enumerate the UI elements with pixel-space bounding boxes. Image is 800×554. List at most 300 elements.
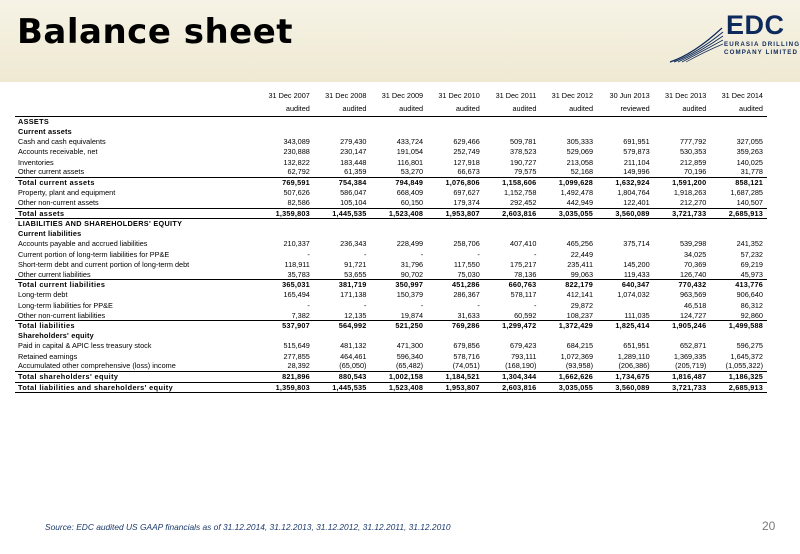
table-cell: 70,369 xyxy=(684,259,707,269)
table-cell xyxy=(710,331,767,341)
table-cell: 212,270 xyxy=(679,198,707,208)
table-cell: - xyxy=(364,249,367,259)
table-cell: 530,353 xyxy=(679,147,707,157)
row-label: LIABILITIES AND SHAREHOLDERS' EQUITY xyxy=(15,219,257,229)
table-cell xyxy=(427,117,484,127)
table-cell: 1,523,408 xyxy=(370,382,427,393)
table-cell: 212,859 xyxy=(679,157,707,167)
table-cell: - xyxy=(307,300,310,310)
table-row xyxy=(15,290,767,300)
table-cell: 66,673 xyxy=(457,167,480,177)
table-cell: 211,104 xyxy=(623,157,650,167)
table-cell: 451,286 xyxy=(427,280,484,290)
row-label: Shareholders' equity xyxy=(18,331,94,341)
table-cell: 1,523,408 xyxy=(370,208,427,219)
page-number: 20 xyxy=(762,519,776,533)
table-cell: 7,382 xyxy=(291,310,310,320)
logo-subtitle-line1: EURASIA DRILLING xyxy=(724,41,800,48)
table-cell: 150,379 xyxy=(396,290,424,300)
row-label: Other non-current liabilities xyxy=(18,310,106,320)
table-cell: 82,586 xyxy=(287,198,310,208)
table-cell: 53,655 xyxy=(344,269,367,279)
table-cell: 31,633 xyxy=(457,310,480,320)
table-cell xyxy=(597,117,654,127)
table-cell: (168,190) xyxy=(505,361,537,371)
subsection-header-row xyxy=(15,127,767,137)
table-cell: 668,409 xyxy=(396,188,424,198)
table-cell: 1,359,803 xyxy=(257,382,314,393)
table-cell: 596,275 xyxy=(736,341,763,351)
table-cell: 2,685,913 xyxy=(710,208,767,219)
table-cell: 521,250 xyxy=(370,321,427,331)
table-cell: 305,333 xyxy=(566,137,594,147)
header-corner xyxy=(15,91,257,103)
table-cell xyxy=(484,127,541,137)
table-cell: 79,575 xyxy=(514,167,537,177)
table-cell: 111,035 xyxy=(624,310,650,320)
row-label: Total assets xyxy=(15,208,257,219)
table-cell: (205,719) xyxy=(675,361,707,371)
column-period-header: 30 Jun 2013 xyxy=(609,91,650,100)
table-cell: 596,340 xyxy=(396,351,424,361)
table-cell: 1,734,675 xyxy=(597,372,654,383)
row-label: Other current assets xyxy=(18,167,85,177)
table-cell: 679,856 xyxy=(453,341,480,351)
table-cell: 375,714 xyxy=(623,239,650,249)
row-label: Paid in capital & APIC less treasury stock xyxy=(18,341,152,351)
table-cell: 679,423 xyxy=(510,341,537,351)
table-cell: 46,518 xyxy=(684,300,707,310)
table-cell: 1,299,472 xyxy=(484,321,541,331)
table-cell: 124,727 xyxy=(679,310,707,320)
table-cell: 651,951 xyxy=(623,341,650,351)
table-cell: 579,873 xyxy=(623,147,650,157)
table-cell: (93,958) xyxy=(565,361,594,371)
table-cell: 1,445,535 xyxy=(314,382,371,393)
table-cell: 22,449 xyxy=(570,249,594,259)
table-cell xyxy=(484,117,541,127)
total-row xyxy=(15,208,767,219)
table-cell: 1,918,263 xyxy=(673,188,707,198)
table-cell: 230,147 xyxy=(340,147,367,157)
column-status-header: audited xyxy=(427,103,484,117)
table-cell: 465,256 xyxy=(566,239,594,249)
table-cell: 822,179 xyxy=(540,280,597,290)
table-cell xyxy=(257,219,314,229)
table-row xyxy=(15,361,767,371)
table-cell: (1,055,322) xyxy=(725,361,763,371)
table-cell: 1,953,807 xyxy=(427,382,484,393)
row-label: Total liabilities xyxy=(15,321,257,331)
table-row xyxy=(15,147,767,157)
total-row xyxy=(15,372,767,383)
row-label: Retained earnings xyxy=(18,351,78,361)
table-cell: 529,069 xyxy=(566,147,594,157)
table-row xyxy=(15,300,767,310)
row-label: Total liabilities and shareholders' equity xyxy=(15,382,257,393)
table-cell: 1,369,335 xyxy=(673,351,707,361)
table-row xyxy=(15,270,767,280)
table-cell: 52,168 xyxy=(570,167,594,177)
table-row xyxy=(15,310,767,320)
table-cell: 117,550 xyxy=(453,259,480,269)
table-cell: 75,030 xyxy=(457,269,480,279)
column-period-header: 31 Dec 2013 xyxy=(664,91,707,100)
column-status-header: audited xyxy=(314,103,371,117)
table-cell xyxy=(370,127,427,137)
edc-logo-mark-icon xyxy=(668,24,724,64)
table-row xyxy=(15,260,767,270)
balance-sheet-table-wrapper xyxy=(15,91,767,393)
table-cell xyxy=(314,219,371,229)
table-cell: 69,219 xyxy=(740,259,763,269)
table-cell: 412,141 xyxy=(566,290,594,300)
section-header-row xyxy=(15,117,767,127)
table-cell: - xyxy=(477,249,480,259)
table-cell xyxy=(654,229,711,239)
table-cell: 78,136 xyxy=(514,269,537,279)
table-cell xyxy=(370,229,427,239)
table-cell: (206,386) xyxy=(618,361,650,371)
column-period-header: 31 Dec 2009 xyxy=(381,91,424,100)
table-cell xyxy=(370,117,427,127)
table-cell xyxy=(540,117,597,127)
row-label: Long-term debt xyxy=(18,290,68,300)
table-row xyxy=(15,249,767,259)
table-cell: 381,719 xyxy=(314,280,371,290)
table-cell: 906,640 xyxy=(736,290,763,300)
table-cell: 175,217 xyxy=(510,259,537,269)
table-cell: 127,918 xyxy=(453,157,480,167)
table-cell: 769,286 xyxy=(427,321,484,331)
table-cell: 118,911 xyxy=(284,259,310,269)
table-cell: 539,298 xyxy=(679,239,707,249)
table-cell: 578,117 xyxy=(510,290,537,300)
table-cell: 1,905,246 xyxy=(654,321,711,331)
row-label: Total current assets xyxy=(15,178,257,188)
table-cell xyxy=(710,219,767,229)
table-cell: 509,781 xyxy=(510,137,537,147)
table-cell xyxy=(597,331,654,341)
table-cell: 481,132 xyxy=(340,341,367,351)
row-label: Total shareholders' equity xyxy=(15,372,257,383)
table-cell xyxy=(710,229,767,239)
column-period-header: 31 Dec 2014 xyxy=(721,91,763,100)
row-label: Accumulated other comprehensive (loss) income xyxy=(18,361,176,371)
row-label: Current assets xyxy=(18,126,72,136)
table-cell: 3,560,089 xyxy=(597,382,654,393)
table-cell: 286,367 xyxy=(453,290,480,300)
table-cell: 252,749 xyxy=(453,147,480,157)
table-cell: 236,343 xyxy=(340,239,367,249)
table-cell: 3,035,055 xyxy=(540,208,597,219)
table-cell: 230,888 xyxy=(283,147,310,157)
table-cell: 1,816,487 xyxy=(654,372,711,383)
table-cell: 241,352 xyxy=(736,239,763,249)
row-label: Inventories xyxy=(18,157,54,167)
table-cell: 770,432 xyxy=(654,280,711,290)
table-cell: 629,466 xyxy=(453,137,480,147)
table-cell: 407,410 xyxy=(510,239,537,249)
table-cell xyxy=(257,229,314,239)
table-row xyxy=(15,167,767,177)
table-cell: 442,949 xyxy=(566,198,594,208)
table-cell: 292,452 xyxy=(510,198,537,208)
table-cell xyxy=(654,127,711,137)
table-row xyxy=(15,351,767,361)
table-cell: 60,150 xyxy=(400,198,424,208)
table-cell: 277,855 xyxy=(283,351,310,361)
table-cell: 235,411 xyxy=(567,259,594,269)
table-cell: 3,721,733 xyxy=(654,208,711,219)
table-cell: - xyxy=(477,300,480,310)
table-cell: 35,783 xyxy=(287,269,310,279)
table-cell: 507,626 xyxy=(283,188,310,198)
table-body xyxy=(15,117,767,393)
table-header xyxy=(15,91,767,117)
balance-sheet-table xyxy=(15,91,767,393)
total-row xyxy=(15,321,767,331)
table-cell: 359,263 xyxy=(736,147,763,157)
table-cell xyxy=(597,300,654,310)
header-corner xyxy=(15,103,257,117)
table-cell xyxy=(484,219,541,229)
table-cell: 1,304,344 xyxy=(484,372,541,383)
table-cell: 3,560,089 xyxy=(597,208,654,219)
table-cell: 140,025 xyxy=(736,157,763,167)
column-status-header: audited xyxy=(257,103,314,117)
row-label: Short-term debt and current portion of long-term debt xyxy=(18,259,190,269)
table-cell: 327,055 xyxy=(736,137,763,147)
row-label: Current liabilities xyxy=(18,229,82,239)
column-status-header: audited xyxy=(484,103,541,117)
table-cell: 12,135 xyxy=(344,310,367,320)
table-cell: 179,374 xyxy=(453,198,480,208)
table-cell: 116,801 xyxy=(397,157,424,167)
table-cell: 471,300 xyxy=(396,341,424,351)
table-cell xyxy=(597,219,654,229)
table-cell: 213,058 xyxy=(566,157,594,167)
table-cell: - xyxy=(364,300,367,310)
table-cell: 1,662,626 xyxy=(540,372,597,383)
column-status-header: audited xyxy=(654,103,711,117)
total-row xyxy=(15,178,767,188)
table-cell xyxy=(427,127,484,137)
table-cell xyxy=(484,229,541,239)
table-cell: 537,907 xyxy=(257,321,314,331)
table-row xyxy=(15,198,767,208)
table-cell: - xyxy=(420,300,424,310)
logo-wordmark: EDC xyxy=(726,10,785,40)
table-cell: 1,804,764 xyxy=(617,188,650,198)
table-cell: 105,104 xyxy=(340,198,367,208)
row-label: Current portion of long-term liabilities for PP&E xyxy=(18,249,170,259)
header-row-periods xyxy=(15,91,767,103)
table-cell xyxy=(710,117,767,127)
table-cell xyxy=(314,331,371,341)
row-label: Long-term liabilities for PP&E xyxy=(18,300,113,310)
source-footnote: Source: EDC audited US GAAP financials as of 31.12.2014, 31.12.2013, 31.12.2012, 31.12.2011, 31.12.2010 xyxy=(45,522,451,532)
column-status-header: audited xyxy=(540,103,597,117)
table-cell: 1,445,535 xyxy=(314,208,371,219)
table-cell: 34,025 xyxy=(684,249,707,259)
table-cell: 1,076,806 xyxy=(427,178,484,188)
table-cell xyxy=(484,331,541,341)
table-cell: 2,603,816 xyxy=(484,382,541,393)
table-cell: 2,685,913 xyxy=(710,382,767,393)
table-cell: 90,702 xyxy=(400,269,424,279)
column-status-header: audited xyxy=(710,103,767,117)
table-cell: 1,499,588 xyxy=(710,321,767,331)
table-cell: 3,035,055 xyxy=(540,382,597,393)
table-cell: 691,951 xyxy=(623,137,650,147)
table-cell: 515,649 xyxy=(283,341,310,351)
table-cell: 29,872 xyxy=(570,300,594,310)
table-cell: 769,591 xyxy=(257,178,314,188)
table-cell: 578,716 xyxy=(453,351,480,361)
table-cell: 697,627 xyxy=(453,188,480,198)
table-cell xyxy=(654,117,711,127)
table-cell xyxy=(370,219,427,229)
subsection-header-row xyxy=(15,331,767,341)
table-cell: 350,997 xyxy=(370,280,427,290)
table-cell: 2,603,816 xyxy=(484,208,541,219)
table-cell: 378,523 xyxy=(510,147,537,157)
table-cell xyxy=(540,229,597,239)
table-cell xyxy=(427,219,484,229)
table-cell: 92,860 xyxy=(740,310,763,320)
table-cell: 279,430 xyxy=(340,137,367,147)
row-label: Accounts receivable, net xyxy=(18,147,98,157)
table-cell: 1,953,807 xyxy=(427,208,484,219)
table-cell: 145,200 xyxy=(623,259,650,269)
row-label: ASSETS xyxy=(18,117,49,127)
grand-total-row xyxy=(15,382,767,393)
table-cell: 660,763 xyxy=(484,280,541,290)
table-cell: 1,825,414 xyxy=(597,321,654,331)
table-cell xyxy=(257,331,314,341)
table-cell: 586,047 xyxy=(340,188,367,198)
table-cell: 31,796 xyxy=(400,259,424,269)
table-cell: 640,347 xyxy=(597,280,654,290)
table-cell: - xyxy=(420,249,424,259)
table-cell: 1,152,758 xyxy=(503,188,537,198)
table-cell: 183,448 xyxy=(340,157,367,167)
table-row xyxy=(15,341,767,351)
subsection-header-row xyxy=(15,229,767,239)
table-cell: 99,063 xyxy=(570,269,594,279)
table-cell: 1,099,628 xyxy=(540,178,597,188)
table-cell xyxy=(597,229,654,239)
table-cell: 963,569 xyxy=(679,290,707,300)
table-cell: 777,792 xyxy=(679,137,707,147)
table-cell: 191,054 xyxy=(396,147,424,157)
table-cell: 1,359,803 xyxy=(257,208,314,219)
table-cell: 61,359 xyxy=(344,167,367,177)
table-cell: 1,002,158 xyxy=(370,372,427,383)
column-status-header: reviewed xyxy=(597,103,654,117)
table-cell: 1,632,924 xyxy=(597,178,654,188)
table-cell: 1,186,325 xyxy=(710,372,767,383)
table-cell: 86,312 xyxy=(740,300,763,310)
header-row-status xyxy=(15,103,767,117)
table-cell: 149,996 xyxy=(623,167,650,177)
table-cell xyxy=(257,127,314,137)
table-cell: 3,721,733 xyxy=(654,382,711,393)
column-period-header: 31 Dec 2011 xyxy=(495,91,537,100)
table-cell: (65,050) xyxy=(339,361,367,371)
table-cell: 258,706 xyxy=(453,239,480,249)
table-cell: (65,482) xyxy=(395,361,424,371)
section-header-row xyxy=(15,219,767,229)
table-cell: 652,871 xyxy=(679,341,707,351)
table-cell: 343,089 xyxy=(283,137,310,147)
table-cell: 754,384 xyxy=(314,178,371,188)
table-cell: 1,072,369 xyxy=(560,351,594,361)
table-cell: 858,121 xyxy=(710,178,767,188)
table-cell: 1,184,521 xyxy=(427,372,484,383)
table-cell: - xyxy=(307,249,310,259)
table-cell: 108,237 xyxy=(566,310,594,320)
table-cell: 53,270 xyxy=(400,167,424,177)
table-cell: 132,822 xyxy=(283,157,310,167)
table-cell: 126,740 xyxy=(679,269,707,279)
table-cell xyxy=(257,117,314,127)
total-row xyxy=(15,280,767,290)
table-cell: 413,776 xyxy=(710,280,767,290)
logo-subtitle-line2: COMPANY LIMITED xyxy=(724,49,799,56)
table-row xyxy=(15,137,767,147)
row-label: Other non-current assets xyxy=(18,198,99,208)
table-cell: 70,196 xyxy=(684,167,707,177)
table-cell: 1,289,110 xyxy=(617,351,650,361)
table-cell xyxy=(597,127,654,137)
table-cell: 165,494 xyxy=(283,290,310,300)
table-cell: - xyxy=(533,300,537,310)
table-cell: 171,138 xyxy=(340,290,367,300)
table-cell: 228,499 xyxy=(396,239,424,249)
column-period-header: 31 Dec 2007 xyxy=(268,91,310,100)
column-period-header: 31 Dec 2008 xyxy=(325,91,367,100)
table-cell: 31,778 xyxy=(740,167,763,177)
table-cell: 564,992 xyxy=(314,321,371,331)
row-label: Accounts payable and accrued liabilities xyxy=(18,239,148,249)
table-row xyxy=(15,157,767,167)
column-period-header: 31 Dec 2010 xyxy=(438,91,480,100)
table-cell xyxy=(654,219,711,229)
table-cell: 1,687,285 xyxy=(730,188,763,198)
table-cell: 60,592 xyxy=(514,310,537,320)
table-cell: 433,724 xyxy=(396,137,424,147)
table-cell: 365,031 xyxy=(257,280,314,290)
table-cell: 119,433 xyxy=(623,269,650,279)
row-label: Property, plant and equipment xyxy=(18,188,116,198)
table-cell: 1,158,606 xyxy=(484,178,541,188)
table-cell: 1,372,429 xyxy=(540,321,597,331)
table-cell: 880,543 xyxy=(314,372,371,383)
table-cell: 45,973 xyxy=(740,269,763,279)
table-cell: 821,896 xyxy=(257,372,314,383)
table-cell xyxy=(427,331,484,341)
table-cell xyxy=(540,219,597,229)
table-cell: - xyxy=(533,249,537,259)
table-cell: 210,337 xyxy=(283,239,310,249)
table-cell xyxy=(710,127,767,137)
table-cell xyxy=(314,229,371,239)
table-cell: 464,461 xyxy=(340,351,367,361)
row-label: Cash and cash equivalents xyxy=(18,137,106,147)
table-cell: 1,074,032 xyxy=(617,290,650,300)
